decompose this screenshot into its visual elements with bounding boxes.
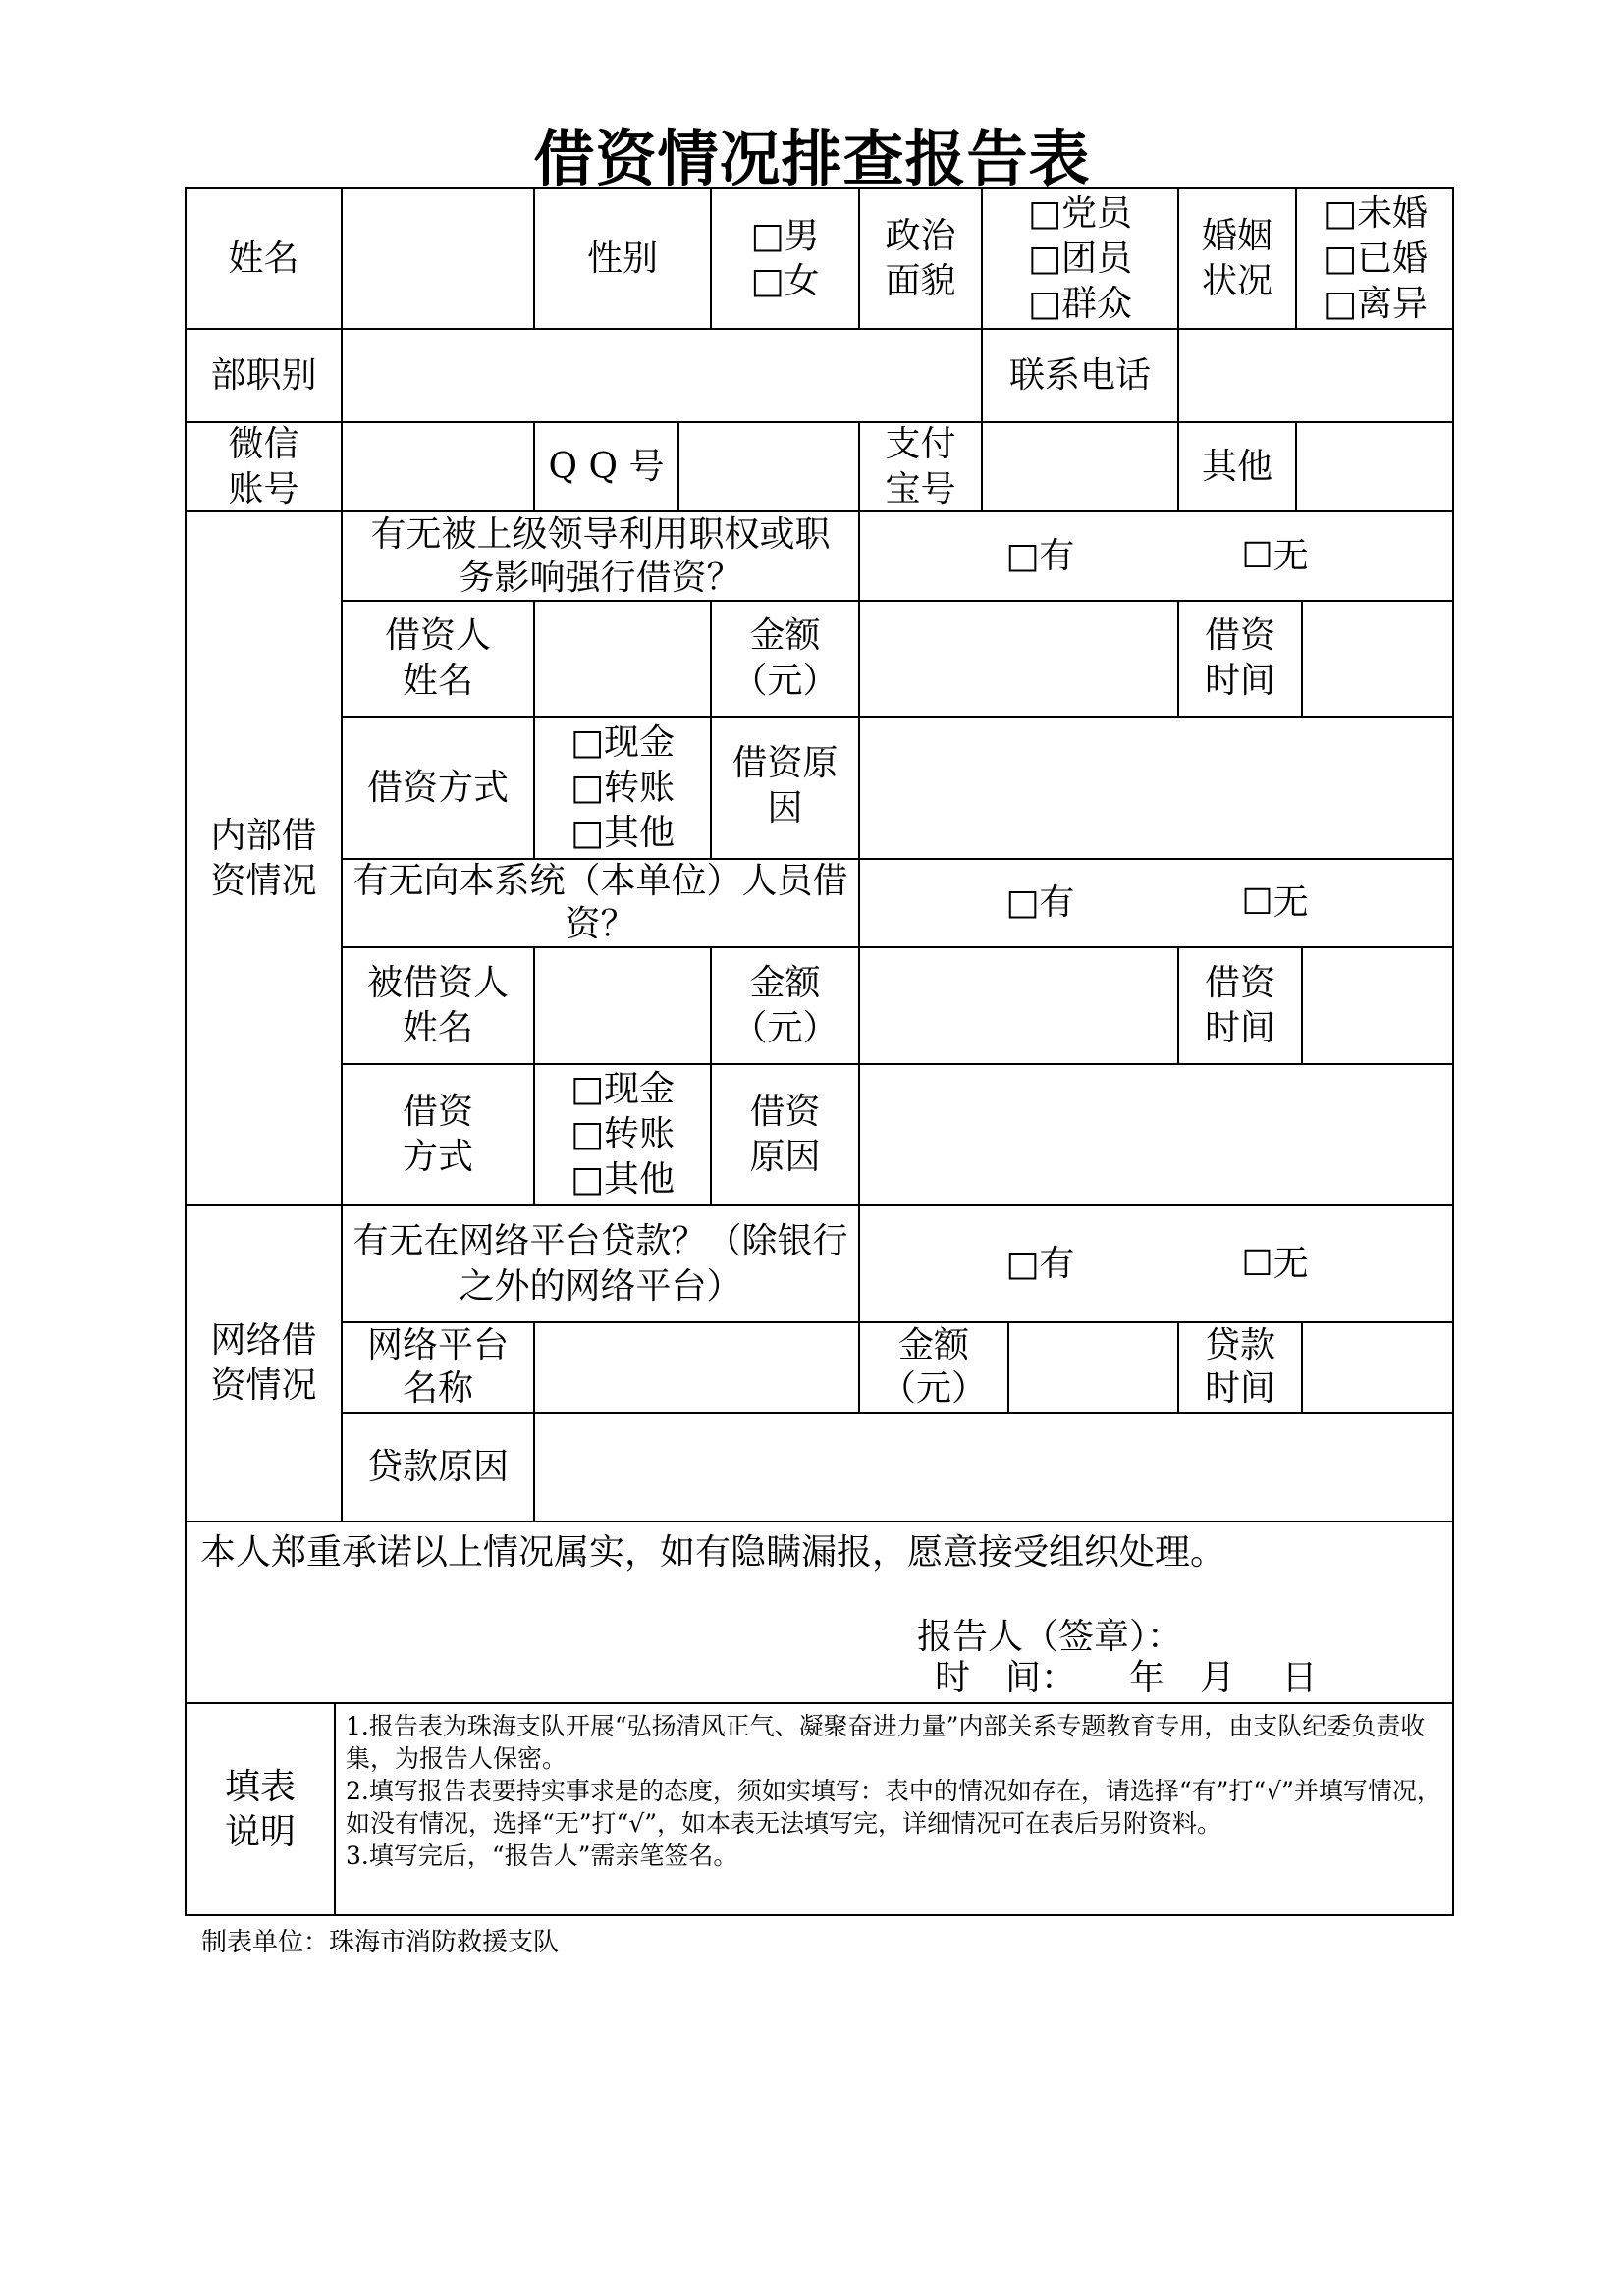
q1-no-checkbox[interactable]: ☐无 xyxy=(1241,535,1309,576)
loan-time-field[interactable] xyxy=(1301,1321,1454,1412)
other-label: 其他 xyxy=(1177,421,1295,510)
political-masses-checkbox[interactable]: □群众 xyxy=(1027,283,1132,324)
promise-section xyxy=(185,1521,1454,1702)
qq-field[interactable] xyxy=(677,421,858,510)
time-field-2[interactable] xyxy=(1301,946,1454,1063)
internal-section-label: 内部借资情况 xyxy=(185,510,341,1204)
network-question: 有无在网络平台贷款？（除银行之外的网络平台） xyxy=(341,1204,858,1321)
lender-name-label: 借资人姓名 xyxy=(341,600,533,716)
note-item: 2.填写报告表要持实事求是的态度，须如实填写：表中的情况如存在，请选择“有”打“√”并填写情况，如没有情况，选择“无”打“√”，如本表无法填写完，详细情况可在表后另附资料。 xyxy=(346,1777,1441,1838)
reason-field-1[interactable] xyxy=(858,716,1454,858)
borrower-name-field[interactable] xyxy=(533,946,710,1063)
network-section-label: 网络借资情况 xyxy=(185,1204,341,1521)
signer-label[interactable]: 报告人（签章）： xyxy=(917,1617,1183,1657)
gender-male-checkbox[interactable]: □男 xyxy=(750,215,820,256)
wechat-field[interactable] xyxy=(341,421,533,510)
name-field[interactable] xyxy=(341,187,533,328)
loan-time-label: 贷款时间 xyxy=(1177,1321,1301,1412)
q2-yes-checkbox[interactable]: □有 xyxy=(1005,882,1075,923)
notes-content xyxy=(334,1702,1454,1916)
method-options-2[interactable] xyxy=(533,1063,710,1204)
reason-label-2: 借资原因 xyxy=(710,1063,858,1204)
political-label: 政治面貌 xyxy=(858,187,981,328)
q1-yes-checkbox[interactable]: □有 xyxy=(1005,535,1075,576)
reason-field-2[interactable] xyxy=(858,1063,1454,1204)
borrower-name-label: 被借资人姓名 xyxy=(341,946,533,1063)
internal-question-2: 有无向本系统（本单位）人员借资？ xyxy=(341,858,858,946)
internal-q2-options[interactable] xyxy=(858,858,1454,946)
alipay-label: 支付宝号 xyxy=(858,421,981,510)
time-field-1[interactable] xyxy=(1301,600,1454,716)
date-label[interactable]: 时 间： 年 月 日 xyxy=(935,1658,1318,1698)
lender-name-field[interactable] xyxy=(533,600,710,716)
method-label-2: 借资方式 xyxy=(341,1063,533,1204)
gender-options[interactable] xyxy=(710,187,858,328)
amount-field-2[interactable] xyxy=(858,946,1177,1063)
internal-question-1: 有无被上级领导利用职权或职务影响强行借资？ xyxy=(341,510,858,600)
promise-text: 本人郑重承诺以上情况属实，如有隐瞒漏报，愿意接受组织处理。 xyxy=(200,1532,1226,1573)
loan-reason-field[interactable] xyxy=(533,1412,1454,1521)
amount-label-1: 金额（元） xyxy=(710,600,858,716)
method2-other-checkbox[interactable]: □其他 xyxy=(569,1159,675,1200)
gender-label: 性别 xyxy=(533,187,710,328)
dept-label: 部职别 xyxy=(185,328,341,421)
qq-label: Q Q 号 xyxy=(533,421,677,510)
method-other-checkbox[interactable]: □其他 xyxy=(569,812,675,853)
note-item: 1.报告表为珠海支队开展“弘扬清风正气、凝聚奋进力量”内部关系专题教育专用，由支队纪委负责收集，为报告人保密。 xyxy=(346,1712,1426,1773)
network-no-checkbox[interactable]: ☐无 xyxy=(1241,1243,1309,1284)
method2-transfer-checkbox[interactable]: □转账 xyxy=(569,1114,675,1154)
internal-q1-options[interactable] xyxy=(858,510,1454,600)
reason-label-1: 借资原因 xyxy=(710,716,858,858)
report-form-table xyxy=(185,187,1454,1916)
wechat-label: 微信账号 xyxy=(185,421,341,510)
marital-label: 婚姻状况 xyxy=(1177,187,1295,328)
notes-label: 填表说明 xyxy=(185,1702,334,1916)
marital-single-checkbox[interactable]: □未婚 xyxy=(1323,192,1428,234)
political-league-checkbox[interactable]: □团员 xyxy=(1027,238,1132,279)
method-transfer-checkbox[interactable]: □转账 xyxy=(569,767,675,808)
political-options[interactable] xyxy=(981,187,1177,328)
method-cash-checkbox[interactable]: □现金 xyxy=(569,721,675,763)
marital-married-checkbox[interactable]: □已婚 xyxy=(1323,238,1428,279)
amount-label-2: 金额（元） xyxy=(710,946,858,1063)
network-amount-field[interactable] xyxy=(1007,1321,1177,1412)
phone-label: 联系电话 xyxy=(981,328,1177,421)
note-item: 3.填写完后，“报告人”需亲笔签名。 xyxy=(346,1842,738,1870)
network-q-options[interactable] xyxy=(858,1204,1454,1321)
name-label: 姓名 xyxy=(185,187,341,328)
amount-field-1[interactable] xyxy=(858,600,1177,716)
other-field[interactable] xyxy=(1295,421,1454,510)
platform-name-label: 网络平台名称 xyxy=(341,1321,533,1412)
dept-field[interactable] xyxy=(341,328,981,421)
network-amount-label: 金额（元） xyxy=(858,1321,1007,1412)
time-label-2: 借资时间 xyxy=(1177,946,1301,1063)
page-title: 借资情况排查报告表 xyxy=(533,123,1091,194)
time-label-1: 借资时间 xyxy=(1177,600,1301,716)
political-party-checkbox[interactable]: □党员 xyxy=(1027,192,1132,234)
marital-divorced-checkbox[interactable]: □离异 xyxy=(1323,283,1428,324)
loan-reason-label: 贷款原因 xyxy=(341,1412,533,1521)
q2-no-checkbox[interactable]: ☐无 xyxy=(1241,882,1309,923)
gender-female-checkbox[interactable]: □女 xyxy=(750,260,820,301)
method-options-1[interactable] xyxy=(533,716,710,858)
phone-field[interactable] xyxy=(1177,328,1454,421)
network-yes-checkbox[interactable]: □有 xyxy=(1005,1243,1075,1284)
marital-options[interactable] xyxy=(1295,187,1454,328)
method2-cash-checkbox[interactable]: □现金 xyxy=(569,1069,675,1109)
alipay-field[interactable] xyxy=(981,421,1177,510)
issuing-unit: 制表单位：珠海市消防救援支队 xyxy=(201,1928,560,1957)
method-label-1: 借资方式 xyxy=(341,716,533,858)
platform-name-field[interactable] xyxy=(533,1321,858,1412)
